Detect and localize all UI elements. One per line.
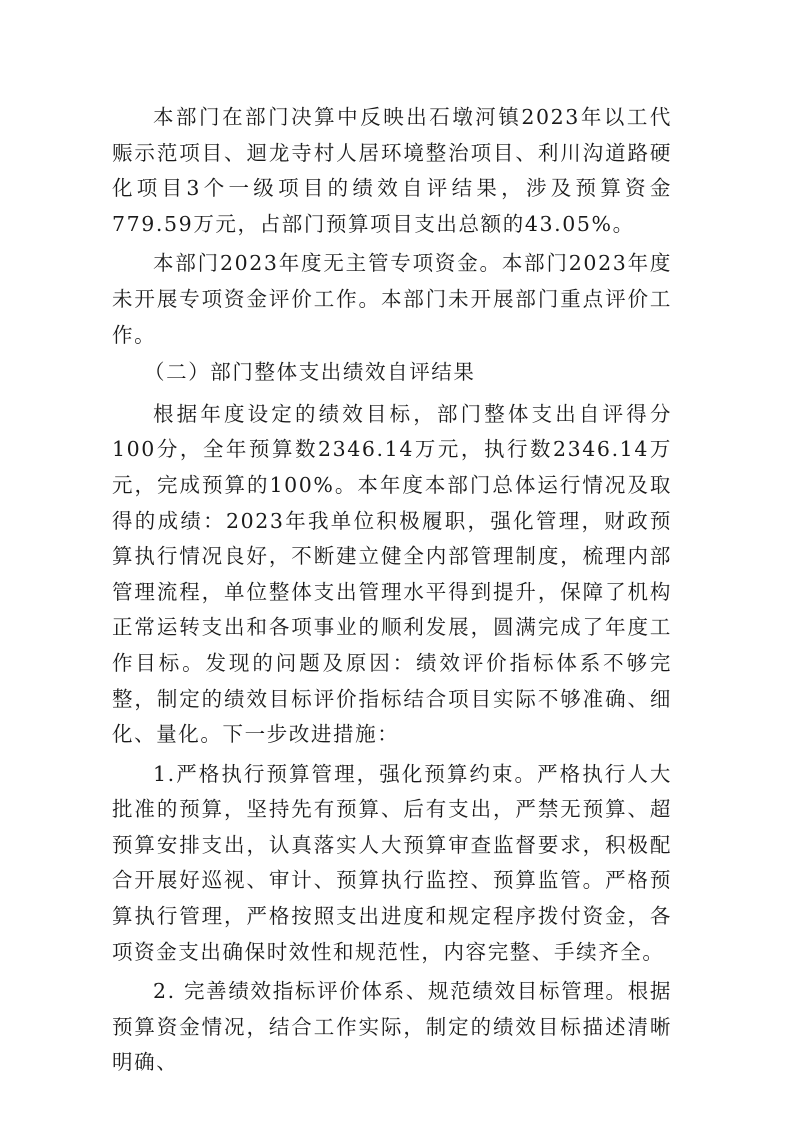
paragraph-special-funds: 本部门2023年度无主管专项资金。本部门2023年度未开展专项资金评价工作。本部门未开展部门重点评价工作。	[112, 251, 672, 347]
paragraph-project-results: 本部门在部门决算中反映出石墩河镇2023年以工代赈示范项目、迴龙寺村人居环境整治项目、利川沟道路硬化项目3个一级项目的绩效自评结果，涉及预算资金779.59万元，占部门预算项目支出总额的43.05%。	[112, 105, 672, 236]
paragraph-measure-1: 1.严格执行预算管理，强化预算约束。严格执行人大批准的预算，坚持先有预算、后有支出，严禁无预算、超预算安排支出，认真落实人大预算审查监督要求，积极配合开展好巡视、审计、预算执行监控、预算监管。严格预算执行管理，严格按照支出进度和规定程序拨付资金，各项资金支出确保时效性和规范性，内容完整、手续齐全。	[112, 761, 672, 964]
paragraph-measure-2: 2. 完善绩效指标评价体系、规范绩效目标管理。根据预算资金情况，结合工作实际，制定的绩效目标描述清晰明确、	[112, 979, 672, 1075]
paragraph-overall-results: 根据年度设定的绩效目标，部门整体支出自评得分100分，全年预算数2346.14万元，执行数2346.14万元，完成预算的100%。本年度本部门总体运行情况及取得的成绩：2023年我单位积极履职，强化管理，财政预算执行情况良好，不断建立健全内部管理制度，梳理内部管理流程，单位整体支出管理水平得到提升，保障了机构正常运转支出和各项事业的顺利发展，圆满完成了年度工作目标。发现的问题及原因：绩效评价指标体系不够完整，制定的绩效目标评价指标结合项目实际不够准确、细化、量化。下一步改进措施：	[112, 401, 672, 747]
section-heading: （二）部门整体支出绩效自评结果	[144, 360, 476, 385]
document-page	[112, 100, 672, 1081]
